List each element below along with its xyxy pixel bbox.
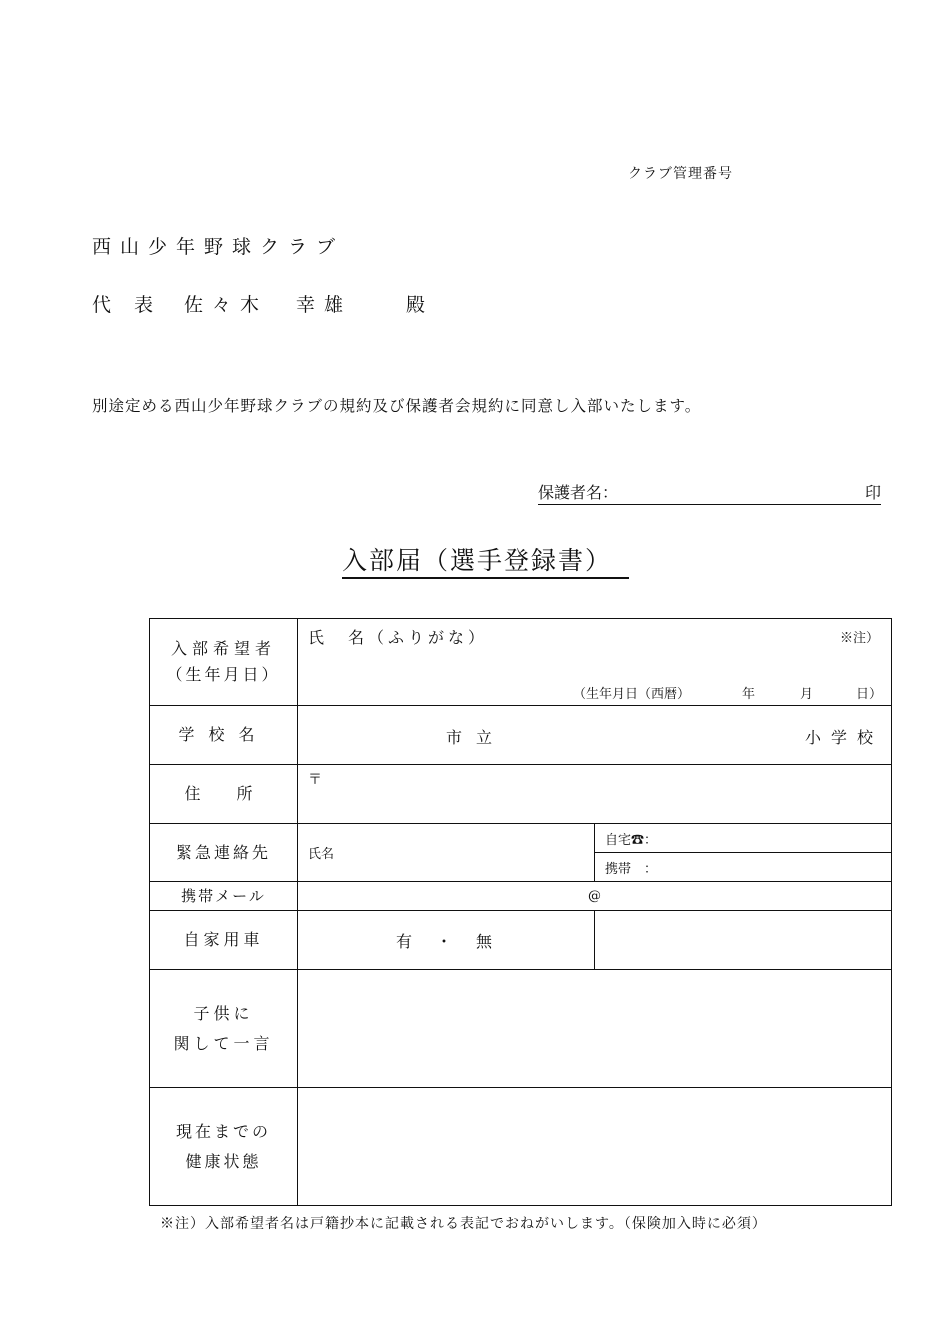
health-row <box>150 1088 892 1206</box>
applicant-label <box>150 619 298 706</box>
seal-mark: 印 <box>864 483 881 502</box>
postal-mark: 〒 <box>308 772 322 788</box>
rep-name: 佐々木 幸雄 <box>184 294 353 316</box>
health-label-line1: 現在までの <box>175 1121 271 1141</box>
message-field[interactable] <box>298 970 892 1088</box>
emergency-row-1 <box>150 824 892 853</box>
club-name: 西山少年野球クラブ <box>92 236 345 258</box>
birth-day-unit: 日） <box>856 687 883 702</box>
school-row <box>150 706 892 765</box>
message-label-line1: 子供に <box>193 1003 254 1023</box>
mobile-mail-field[interactable] <box>298 882 892 911</box>
name-furigana-label: 氏 名（ふりがな） <box>308 628 489 647</box>
health-label-line2: 健康状態 <box>185 1151 262 1171</box>
health-field[interactable] <box>298 1088 892 1206</box>
message-label-line2: 関して一言 <box>173 1033 274 1053</box>
page-title: 入部届（選手登録書） <box>342 546 613 575</box>
birthdate-label: （生年月日（西暦） <box>573 687 691 702</box>
message-label <box>150 970 298 1088</box>
home-phone-field[interactable] <box>595 824 892 853</box>
address-label: 住 所 <box>150 765 298 824</box>
address-row <box>150 765 892 824</box>
car-options-field[interactable] <box>298 911 595 970</box>
footnote: ※注）入部希望者名は戸籍抄本に記載される表記でおねがいします。（保険加入時に必須） <box>160 1216 767 1232</box>
rep-honorific: 殿 <box>406 294 426 316</box>
car-detail-field[interactable] <box>595 911 892 970</box>
guardian-signature-line[interactable] <box>538 480 881 505</box>
applicant-label-line2: （生年月日） <box>166 665 281 684</box>
mobile-mail-row <box>150 882 892 911</box>
address-field[interactable] <box>298 765 892 824</box>
agreement-statement: 別途定める西山少年野球クラブの規約及び保護者会規約に同意し入部いたします。 <box>92 397 702 415</box>
mobile-mail-label: 携帯メール <box>150 882 298 911</box>
car-options: 有 ・ 無 <box>395 931 496 951</box>
mobile-phone-label: 携帯 ： <box>605 861 658 877</box>
applicant-label-line1: 入部希望者 <box>170 639 276 658</box>
emergency-name-label: 氏名 <box>308 847 335 862</box>
title-underline <box>342 545 629 579</box>
message-row <box>150 970 892 1088</box>
school-city-prefix: 市立 <box>446 727 507 747</box>
health-label <box>150 1088 298 1206</box>
birth-month-unit: 月 <box>800 687 814 702</box>
at-mark: @ <box>588 888 601 904</box>
guardian-label: 保護者名： <box>538 483 619 502</box>
applicant-name-field[interactable] <box>298 619 892 706</box>
home-phone-label: 自宅☎： <box>605 832 658 848</box>
mobile-phone-field[interactable] <box>595 853 892 882</box>
car-label: 自家用車 <box>150 911 298 970</box>
rep-title: 代表 <box>92 294 177 316</box>
applicant-row <box>150 619 892 706</box>
emergency-label: 緊急連絡先 <box>150 824 298 882</box>
registration-form-table <box>149 618 892 1206</box>
note-mark: ※注） <box>839 631 879 646</box>
emergency-name-field[interactable] <box>298 824 595 882</box>
school-type-suffix: 小学校 <box>804 727 883 747</box>
school-field[interactable] <box>298 706 892 765</box>
birth-year-unit: 年 <box>742 687 756 702</box>
school-label: 学校名 <box>150 706 298 765</box>
management-number-label: クラブ管理番号 <box>628 166 733 182</box>
car-row <box>150 911 892 970</box>
